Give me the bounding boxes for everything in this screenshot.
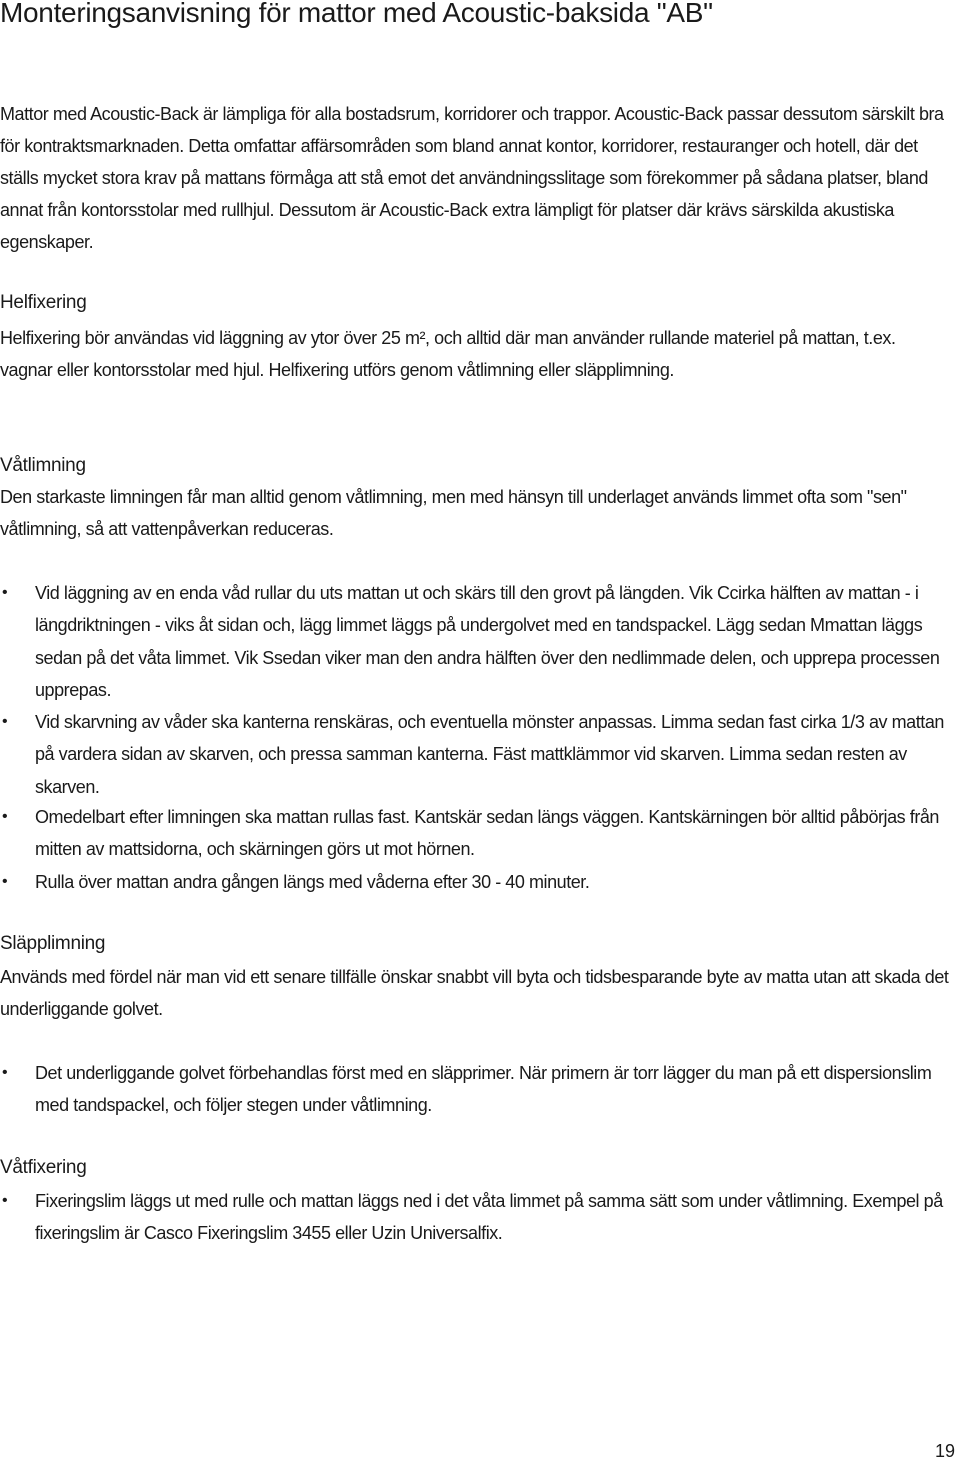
list-item [0, 801, 950, 866]
section-heading-vatlimning: Våtlimning [0, 455, 86, 476]
helfixering-paragraph: Helfixering bör användas vid läggning av ytor över 25 m², och alltid där man använder rullande materiel på mattan, t.ex. vagnar eller kontorsstolar med hjul. Helfixering utförs genom våtlimning eller släpplimning. [0, 328, 896, 380]
list-item [0, 1185, 950, 1250]
section-heading-vatfixering: Våtfixering [0, 1157, 87, 1178]
list-item [0, 577, 950, 706]
slapplimning-paragraph: Används med fördel när man vid ett senare tillfälle önskar snabbt vill byta och tidsbesparande byte av matta utan att skada det underliggande golvet. [0, 967, 949, 1019]
page-number: 19 [934, 1441, 955, 1461]
bullet-icon: • [2, 808, 8, 825]
list-item [0, 866, 950, 898]
list-item-text: Vid skarvning av våder ska kanterna renskäras, och eventuella mönster anpassas. Limma sedan fast cirka 1/3 av mattan på vardera sidan av skarven, och pressa samman kanterna. Fäst mattklämmor vid skarven. Limma sedan resten av skarven. [35, 712, 944, 797]
list-item-text: Fixeringslim läggs ut med rulle och mattan läggs ned i det våta limmet på samma sätt som under våtlimning. Exempel på fixeringslim är Casco Fixeringslim 3455 eller Uzin Universalfix. [35, 1191, 943, 1244]
bullet-icon: • [2, 713, 8, 730]
list-item [0, 706, 950, 803]
bullet-icon: • [2, 1192, 8, 1209]
bullet-icon: • [2, 1064, 8, 1081]
intro-paragraph: Mattor med Acoustic-Back är lämpliga för alla bostadsrum, korridorer och trappor. Acoustic-Back passar dessutom särskilt bra för kontraktsmarknaden. Detta omfattar affärsområden som bland annat kontor, korridorer, restauranger och hotell, där det ställs mycket stora krav på mattans förmåga att stå emot det användningsslitage som förekommer på sådana platser, bland annat från kontorsstolar med rullhjul. Dessutom är Acoustic-Back extra lämpligt för platser där krävs särskilda akustiska egenskaper. [0, 104, 944, 252]
bullet-icon: • [2, 584, 8, 601]
page-title: Monteringsanvisning för mattor med Acoustic-baksida "AB" [0, 0, 713, 28]
list-item-text: Det underliggande golvet förbehandlas först med en släpprimer. När primern är torr lägger du man på ett dispersionslim med tandspackel, och följer stegen under våtlimning. [35, 1063, 932, 1116]
section-heading-slapplimning: Släpplimning [0, 933, 106, 954]
bullet-icon: • [2, 873, 8, 890]
vatlimning-paragraph: Den starkaste limningen får man alltid genom våtlimning, men med hänsyn till underlaget används limmet ofta som "sen" våtlimning, så att vattenpåverkan reduceras. [0, 487, 907, 539]
list-item-text: Vid läggning av en enda våd rullar du uts mattan ut och skärs till den grovt på längden. Vik Ccirka hälften av mattan - i längdriktningen - viks åt sidan och, lägg limmet läggs på undergolvet med en tandspackel. Lägg sedan Mmattan läggs sedan på det våta limmet. Vik Ssedan viker man den andra hälften över den nedlimmade delen, och upprepa processen upprepas. [35, 583, 940, 700]
list-item-text: Rulla över mattan andra gången längs med våderna efter 30 - 40 minuter. [35, 872, 590, 892]
list-item [0, 1057, 950, 1122]
list-item-text: Omedelbart efter limningen ska mattan rullas fast. Kantskär sedan längs väggen. Kantskärningen bör alltid påbörjas från mitten av mattsidorna, och skärningen görs ut mot hörnen. [35, 807, 939, 860]
section-heading-helfixering: Helfixering [0, 292, 87, 313]
